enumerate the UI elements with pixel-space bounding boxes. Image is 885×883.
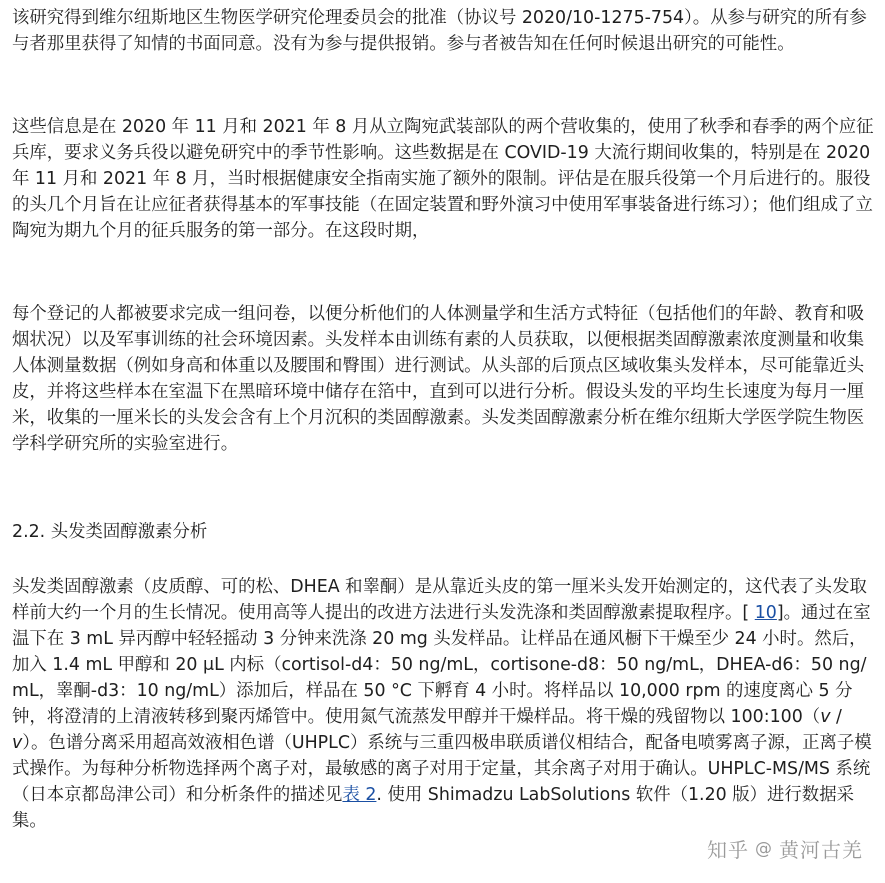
p4-v2: v: [12, 733, 23, 753]
table-link[interactable]: 表 2: [342, 785, 377, 805]
paragraph-ethics: 该研究得到维尔纽斯地区生物医学研究伦理委员会的批准（协议号 2020/10-1275-754）。从参与研究的所有参与者那里获得了知情的书面同意。没有为参与提供报销。参与者被告知在任何时候退出研究的可能性。: [12, 8, 867, 54]
p4-v1: v: [820, 707, 831, 727]
p4-text-1: 头发类固醇激素（皮质醇、可的松、DHEA 和睾酮）是从靠近头皮的第一厘米头发开始测定的，这代表了头发取样前大约一个月的生长情况。使用高等人提出的改进方法进行头发洗涤和类固醇激素提取程序。[: [12, 577, 867, 623]
paragraph-data-collection: 这些信息是在 2020 年 11 月和 2021 年 8 月从立陶宛武装部队的两个营收集的，使用了秋季和春季的两个应征兵库，要求义务兵役以避免研究中的季节性影响。这些数据是在 COVID-19 大流行期间收集的，特别是在 2020 年 11 月和 2021 年 8 月，当时根据健康安全指南实施了额外的限制。评估是在服兵役第一个月后进行的。服役的头几个月旨在让应征者获得基本的军事技能（在固定装置和野外演习中使用军事装备进行练习）；他们组成了立陶宛为期九个月的征兵服务的第一部分。在这段时期，: [12, 117, 874, 241]
watermark: [707, 834, 863, 863]
watermark-separator: @: [755, 838, 773, 859]
p4-text-2: ]。通过在室温下在 3 mL 异丙醇中轻轻摇动 3 分钟来洗涤 20 mg 头发样品。让样品在通风橱下干燥至少 24 小时。然后，加入 1.4 mL 甲醇和 20 μL 内标（cortisol-d4：50 ng/mL，cortisone-d8：50 ng/mL，DHEA-d6：50 ng/mL，睾酮-d3：10 ng/mL）添加后，样品在 50 °C 下孵育 4 小时。将样品以 10,000 rpm 的速度离心 5 分钟，将澄清的上清液转移到聚丙烯管中。使用氮气流蒸发甲醇并干燥样品。将干燥的残留物以 100:100（: [12, 603, 871, 727]
reference-link[interactable]: 10: [754, 603, 777, 623]
watermark-platform: 知乎: [707, 838, 749, 862]
section-heading: 2.2. 头发类固醇激素分析: [12, 522, 208, 542]
paragraph-hair-analysis: [12, 574, 874, 834]
p4-text-4: . 使用 Shimadzu LabSolutions 软件（1.20 版）进行数据采集。: [12, 785, 854, 831]
p4-text-3: ）。色谱分离采用超高效液相色谱（UHPLC）系统与三重四极串联质谱仪相结合，配备电喷雾离子源，正离子模式操作。为每种分析物选择两个离子对，最敏感的离子对用于定量，其余离子对用于确认。UHPLC-MS/MS 系统（日本京都岛津公司）和分析条件的描述见: [12, 733, 872, 805]
watermark-author: 黄河古羌: [779, 838, 863, 862]
paragraph-questionnaire: 每个登记的人都被要求完成一组问卷，以便分析他们的人体测量学和生活方式特征（包括他们的年龄、教育和吸烟状况）以及军事训练的社会环境因素。头发样本由训练有素的人员获取，以便根据类固醇激素浓度测量和收集人体测量数据（例如身高和体重以及腰围和臀围）进行测试。从头部的后顶点区域收集头发样本，尽可能靠近头皮，并将这些样本在室温下在黑暗环境中储存在箔中，直到可以进行分析。假设头发的平均生长速度为每月一厘米，收集的一厘米长的头发会含有上个月沉积的类固醇激素。头发类固醇激素分析在维尔纽斯大学医学院生物医学科学研究所的实验室进行。: [12, 304, 865, 454]
p4-slash: /: [830, 707, 842, 727]
